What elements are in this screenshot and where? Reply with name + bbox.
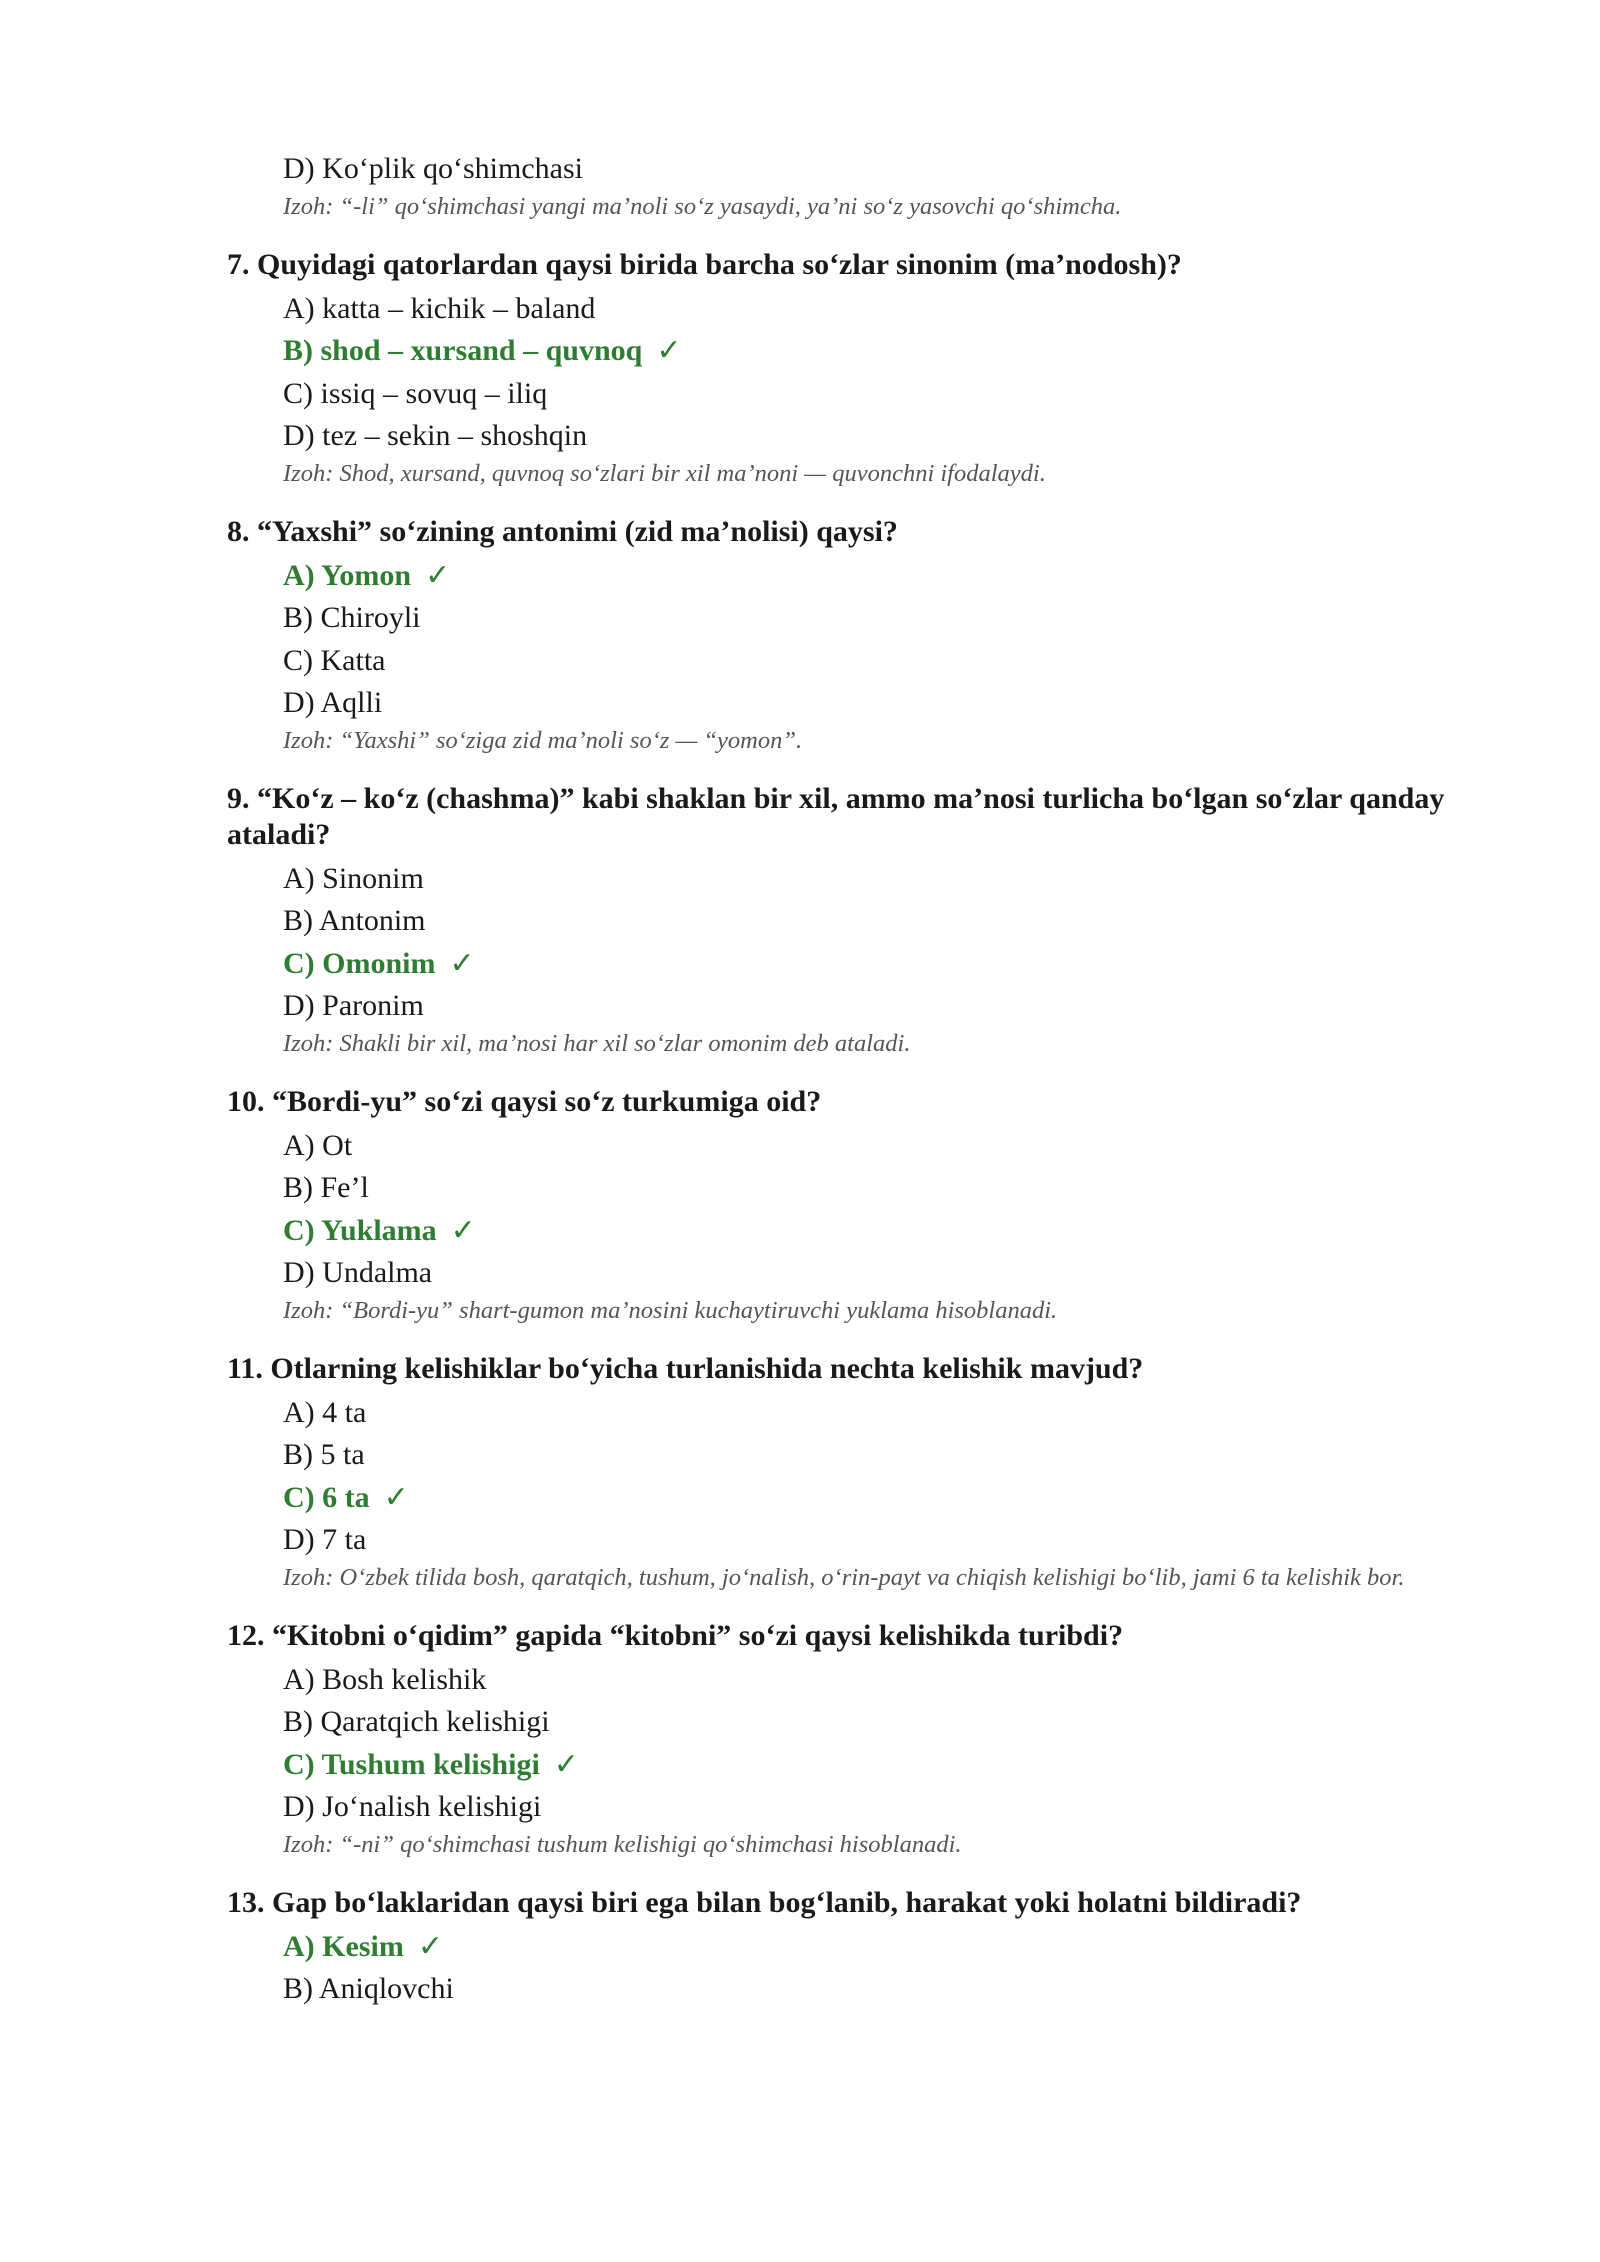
answer-option	[283, 640, 1447, 683]
answer-option-label: D) Undalma	[283, 1256, 433, 1289]
answer-option-correct	[283, 1926, 1447, 1969]
answer-option-correct	[283, 330, 1447, 373]
answer-option	[283, 597, 1447, 640]
answer-option-label: D) Paronim	[283, 989, 424, 1022]
intro-note: Izoh: “-li” qo‘shimchasi yangi ma’noli so‘z yasaydi, ya’ni so‘z yasovchi qo‘shimcha.	[283, 192, 1122, 220]
answer-option	[283, 1167, 1447, 1210]
answer-option	[283, 1519, 1447, 1562]
question-text: 7. Quyidagi qatorlardan qaysi birida barcha so‘zlar sinonim (ma’nodosh)?	[227, 247, 1182, 281]
answer-option-label: C) issiq – sovuq – iliq	[283, 376, 548, 410]
answer-option-label: B) shod – xursand – quvnoq	[283, 334, 643, 367]
checkmark-icon: ✓	[425, 558, 451, 592]
answer-option-correct	[283, 1477, 1447, 1520]
answer-options	[283, 1659, 1447, 1829]
quiz-document	[227, 148, 1447, 2035]
answer-option-correct	[283, 1210, 1447, 1253]
question-block	[227, 1618, 1447, 1861]
answer-options	[283, 1125, 1447, 1295]
answer-option	[283, 985, 1447, 1028]
answer-option	[283, 1252, 1447, 1295]
checkmark-icon: ✓	[417, 1929, 443, 1963]
answer-option-correct	[283, 1744, 1447, 1787]
question-block	[227, 1351, 1447, 1594]
answer-option	[283, 858, 1447, 901]
answer-option-label: A) Yomon	[283, 558, 412, 592]
answer-option	[283, 900, 1447, 943]
question-text: 12. “Kitobni o‘qidim” gapida “kitobni” so‘zi qaysi kelishikda turibdi?	[227, 1618, 1124, 1652]
answer-option-label: B) Chiroyli	[283, 601, 421, 634]
answer-option	[283, 682, 1447, 725]
answer-option	[283, 1125, 1447, 1168]
explanation-note: Izoh: “-ni” qo‘shimchasi tushum kelishigi qo‘shimchasi hisoblanadi.	[283, 1830, 962, 1858]
question-text: 11. Otlarning kelishiklar bo‘yicha turlanishida nechta kelishik mavjud?	[227, 1351, 1144, 1385]
answer-option	[283, 373, 1447, 416]
answer-option	[283, 1434, 1447, 1477]
answer-option-label: A) Bosh kelishik	[283, 1662, 487, 1696]
explanation-note: Izoh: Shakli bir xil, ma’nosi har xil so‘zlar omonim deb ataladi.	[283, 1029, 911, 1057]
answer-option	[283, 1786, 1447, 1829]
answer-option-label: C) 6 ta	[283, 1480, 370, 1514]
answer-options	[283, 555, 1447, 725]
checkmark-icon: ✓	[656, 334, 682, 367]
checkmark-icon: ✓	[383, 1480, 409, 1514]
intro-options	[283, 148, 1447, 191]
answer-option-correct	[283, 555, 1447, 598]
question-block	[227, 514, 1447, 757]
answer-option-label: A) katta – kichik – baland	[283, 291, 596, 325]
answer-option-label: B) 5 ta	[283, 1438, 365, 1471]
answer-option-label: A) Kesim	[283, 1929, 404, 1963]
answer-option-label: B) Qaratqich kelishigi	[283, 1705, 550, 1738]
answer-options	[283, 288, 1447, 458]
answer-option-label: C) Tushum kelishigi	[283, 1747, 540, 1781]
answer-option-label: B) Antonim	[283, 904, 426, 937]
answer-option	[283, 1392, 1447, 1435]
answer-option-label: B) Aniqlovchi	[283, 1972, 454, 2005]
answer-option-correct	[283, 943, 1447, 986]
answer-option	[283, 415, 1447, 458]
question-block	[227, 1084, 1447, 1327]
checkmark-icon: ✓	[553, 1747, 579, 1781]
answer-option-label: A) Sinonim	[283, 861, 424, 895]
explanation-note: Izoh: “Yaxshi” so‘ziga zid ma’noli so‘z — “yomon”.	[283, 726, 803, 754]
explanation-note: Izoh: “Bordi-yu” shart-gumon ma’nosini kuchaytiruvchi yuklama hisoblanadi.	[283, 1296, 1058, 1324]
question-block	[227, 1885, 1447, 2011]
intro-option: D) Ko‘plik qo‘shimchasi	[283, 152, 583, 185]
explanation-note: Izoh: O‘zbek tilida bosh, qaratqich, tushum, jo‘nalish, o‘rin-payt va chiqish kelishigi bo‘lib, jami 6 ta kelishik bor.	[283, 1563, 1405, 1591]
answer-option	[283, 1968, 1447, 2011]
answer-option-label: D) Jo‘nalish kelishigi	[283, 1790, 542, 1823]
answer-option	[283, 1659, 1447, 1702]
checkmark-icon: ✓	[449, 946, 475, 980]
answer-option-label: C) Katta	[283, 643, 386, 677]
answer-options	[283, 1392, 1447, 1562]
answer-options	[283, 858, 1447, 1028]
explanation-note: Izoh: Shod, xursand, quvnoq so‘zlari bir xil ma’noni — quvonchni ifodalaydi.	[283, 459, 1046, 487]
question-block	[227, 781, 1447, 1060]
intro-block	[227, 148, 1447, 223]
question-text: 10. “Bordi-yu” so‘zi qaysi so‘z turkumiga oid?	[227, 1084, 822, 1118]
checkmark-icon: ✓	[450, 1213, 476, 1247]
answer-option-label: C) Omonim	[283, 946, 436, 980]
answer-option-label: D) Aqlli	[283, 686, 383, 719]
question-text: 9. “Ko‘z – ko‘z (chashma)” kabi shaklan bir xil, ammo ma’nosi turlicha bo‘lgan so‘zlar qanday ataladi?	[227, 781, 1445, 851]
answer-options	[283, 1926, 1447, 2011]
question-text: 13. Gap bo‘laklaridan qaysi biri ega bilan bog‘lanib, harakat yoki holatni bildiradi?	[227, 1885, 1302, 1919]
answer-option-label: A) Ot	[283, 1128, 353, 1162]
answer-option-label: D) tez – sekin – shoshqin	[283, 419, 588, 452]
question-list	[227, 247, 1447, 2011]
question-text: 8. “Yaxshi” so‘zining antonimi (zid ma’nolisi) qaysi?	[227, 514, 898, 548]
answer-option	[283, 288, 1447, 331]
answer-option-label: A) 4 ta	[283, 1395, 367, 1429]
answer-option	[283, 1701, 1447, 1744]
answer-option-label: C) Yuklama	[283, 1213, 437, 1247]
answer-option-label: B) Fe’l	[283, 1171, 369, 1204]
question-block	[227, 247, 1447, 490]
answer-option-label: D) 7 ta	[283, 1523, 367, 1556]
